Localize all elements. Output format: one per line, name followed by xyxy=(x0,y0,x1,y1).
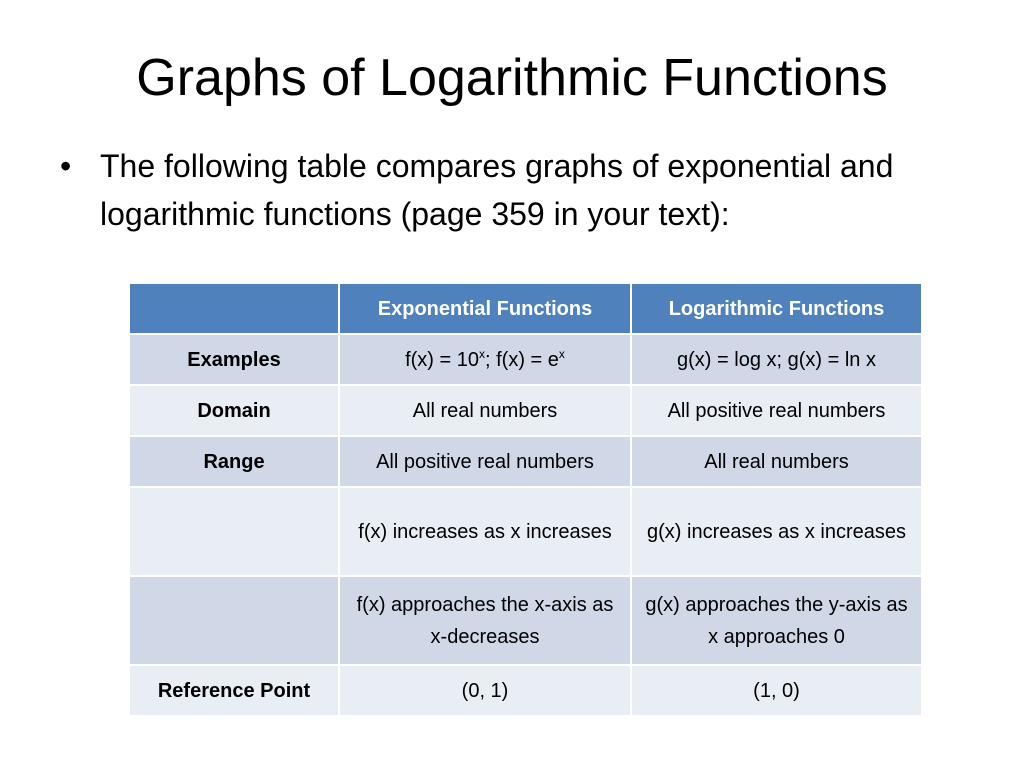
row-label-blank xyxy=(129,487,339,576)
cell-log-domain: All positive real numbers xyxy=(631,385,922,436)
table-row xyxy=(129,436,922,487)
header-cell-exponential: Exponential Functions xyxy=(339,283,631,334)
cell-exp-increase: f(x) increases as x increases xyxy=(339,487,631,576)
row-label-domain: Domain xyxy=(129,385,339,436)
bullet-item xyxy=(60,142,960,238)
cell-exp-domain: All real numbers xyxy=(339,385,631,436)
cell-exp-examples xyxy=(339,334,631,385)
exp-example-part: ; f(x) = e xyxy=(485,348,559,371)
cell-log-examples: g(x) = log x; g(x) = ln x xyxy=(631,334,922,385)
cell-log-range: All real numbers xyxy=(631,436,922,487)
table-row xyxy=(129,385,922,436)
row-label-examples: Examples xyxy=(129,334,339,385)
row-label-reference-point: Reference Point xyxy=(129,665,339,716)
table-row xyxy=(129,665,922,716)
exp-example-superscript: x xyxy=(558,346,565,361)
table-row xyxy=(129,576,922,665)
slide-title: Graphs of Logarithmic Functions xyxy=(136,49,888,107)
row-label-range: Range xyxy=(129,436,339,487)
cell-log-asymptote: g(x) approaches the y-axis as x approaches 0 xyxy=(631,576,922,665)
cell-exp-asymptote: f(x) approaches the x-axis as x-decreases xyxy=(339,576,631,665)
exp-example-part: f(x) = 10 xyxy=(405,348,479,371)
table-row xyxy=(129,487,922,576)
cell-log-reference-point: (1, 0) xyxy=(631,665,922,716)
header-cell-blank xyxy=(129,283,339,334)
cell-log-increase: g(x) increases as x increases xyxy=(631,487,922,576)
bullet-list xyxy=(60,142,960,238)
exp-example-superscript: x xyxy=(479,346,485,361)
bullet-text: The following table compares graphs of exponential and logarithmic functions (page 359 in your text): xyxy=(100,148,894,232)
cell-exp-range: All positive real numbers xyxy=(339,436,631,487)
bullet-dot-icon: • xyxy=(60,148,72,184)
cell-exp-reference-point: (0, 1) xyxy=(339,665,631,716)
table-header-row xyxy=(129,283,922,334)
header-cell-logarithmic: Logarithmic Functions xyxy=(631,283,922,334)
row-label-blank xyxy=(129,576,339,665)
table-row xyxy=(129,334,922,385)
comparison-table xyxy=(128,282,923,717)
